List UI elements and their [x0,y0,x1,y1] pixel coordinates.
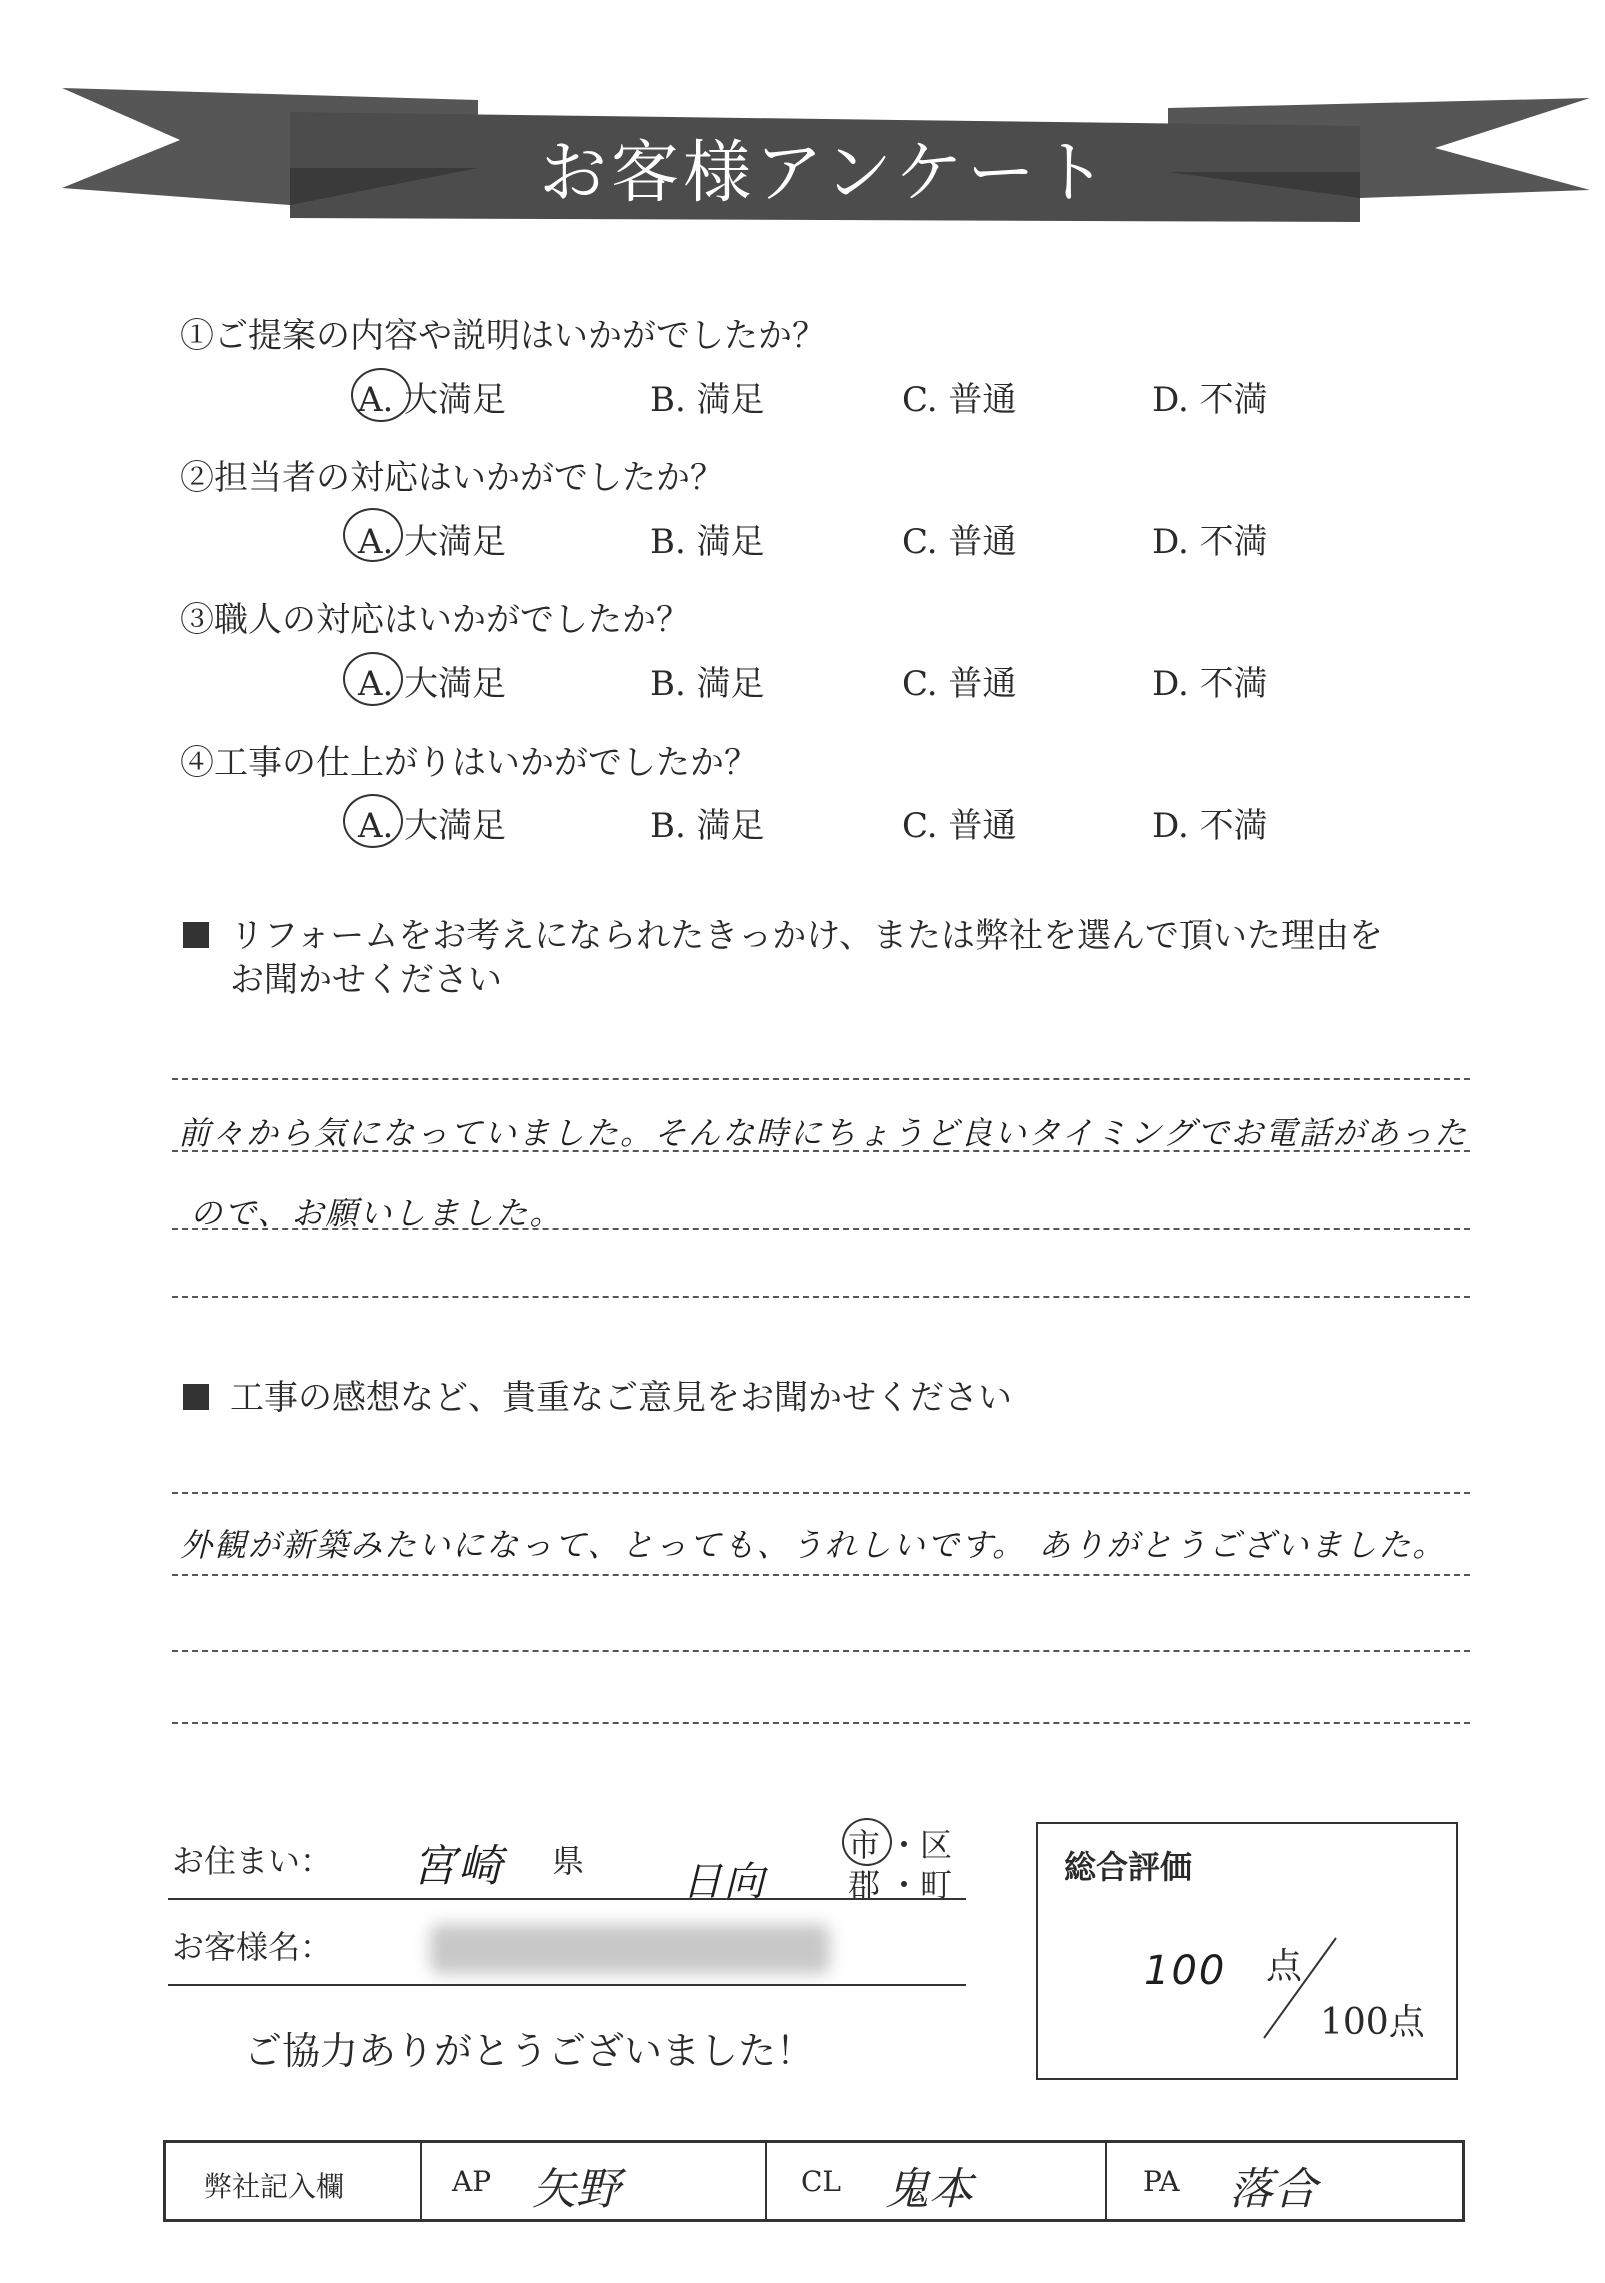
answer-line [172,1574,1470,1576]
q3-option-d[interactable]: D. 不満 [1152,664,1268,704]
section1-answer-line1[interactable]: 前々から気になっていました。そんな時にちょうど良いタイミングでお電話があった [178,1114,1469,1152]
address-city[interactable]: 日向 [682,1859,766,1905]
answer-line [172,1228,1470,1230]
answer-line [172,1650,1470,1652]
answer-line [172,1296,1470,1298]
page-title: お客様アンケート [539,133,1111,213]
section2-answer-line1[interactable]: 外観が新築みたいになって、とっても、うれしいです。 ありがとうございました。 [180,1526,1447,1564]
q2-option-b[interactable]: B. 満足 [650,522,765,562]
address-label: お住まい： [172,1842,333,1880]
prefecture-suffix: 県 [552,1842,585,1880]
office-use-table [163,2140,1465,2222]
bullet-square-icon [183,1384,209,1410]
pa-cell [1107,2143,1462,2219]
answer-line [172,1722,1470,1724]
q2-option-d[interactable]: D. 不満 [1152,522,1268,562]
score-box [1036,1822,1458,2080]
q3-option-b[interactable]: B. 満足 [650,664,765,704]
section1-heading-line2: お聞かせください [230,960,502,1000]
q1-option-a[interactable]: A. 大満足 [358,380,507,420]
ap-label: AP [452,2165,492,2198]
office-label-cell [166,2143,422,2219]
bullet-square-icon [183,922,209,948]
q4-option-d[interactable]: D. 不満 [1152,806,1268,846]
section1-answer-line2[interactable]: ので、お願いしました。 [190,1194,564,1232]
question-2: ②担当者の対応はいかがでしたか？ [180,458,724,498]
score-unit: 点 [1266,1946,1303,1987]
score-title: 総合評価 [1064,1848,1193,1886]
office-label: 弊社記入欄 [204,2170,345,2203]
city-type-ku: ・区 [888,1826,953,1864]
ap-cell [422,2143,767,2219]
q2-option-a[interactable]: A. 大満足 [358,522,507,562]
ap-value[interactable]: 矢野 [532,2164,620,2215]
q1-option-d[interactable]: D. 不満 [1152,380,1268,420]
score-value[interactable]: 100 [1144,1948,1227,1994]
q1-option-c[interactable]: C. 普通 [902,380,1017,420]
q2-option-c[interactable]: C. 普通 [902,522,1017,562]
score-max: 100点 [1320,2002,1425,2043]
question-4: ④工事の仕上がりはいかがでしたか？ [180,743,758,783]
question-3: ③職人の対応はいかがでしたか？ [180,600,690,640]
q4-option-a[interactable]: A. 大満足 [358,806,507,846]
q4-option-c[interactable]: C. 普通 [902,806,1017,846]
pa-label: PA [1143,2165,1180,2198]
city-type-gun: 郡 [848,1866,881,1904]
city-type-cho: ・町 [888,1866,953,1904]
section2-heading: 工事の感想など、貴重なご意見をお聞かせください [230,1378,1012,1418]
question-1: ①ご提案の内容や説明はいかがでしたか？ [180,316,826,356]
answer-line [172,1078,1470,1080]
q3-option-a[interactable]: A. 大満足 [358,664,507,704]
q3-option-c[interactable]: C. 普通 [902,664,1017,704]
customer-name-redacted [430,1924,830,1974]
cl-cell [767,2143,1107,2219]
customer-name-label: お客様名： [172,1928,333,1966]
cl-value[interactable]: 鬼本 [885,2164,973,2215]
q4-option-b[interactable]: B. 満足 [650,806,765,846]
cl-label: CL [801,2165,842,2198]
section1-heading-line1: リフォームをお考えになられたきっかけ、または弊社を選んで頂いた理由を [230,916,1383,956]
q1-option-b[interactable]: B. 満足 [650,380,765,420]
address-prefecture[interactable]: 宮崎 [412,1841,504,1892]
answer-line [172,1150,1470,1152]
address-underline [168,1898,966,1900]
customer-name-underline [168,1984,966,1986]
thanks-message: ご協力ありがとうございました！ [244,2029,815,2073]
pa-value[interactable]: 落合 [1229,2164,1317,2215]
answer-line [172,1492,1470,1494]
city-type-shi: 市 [848,1826,881,1864]
